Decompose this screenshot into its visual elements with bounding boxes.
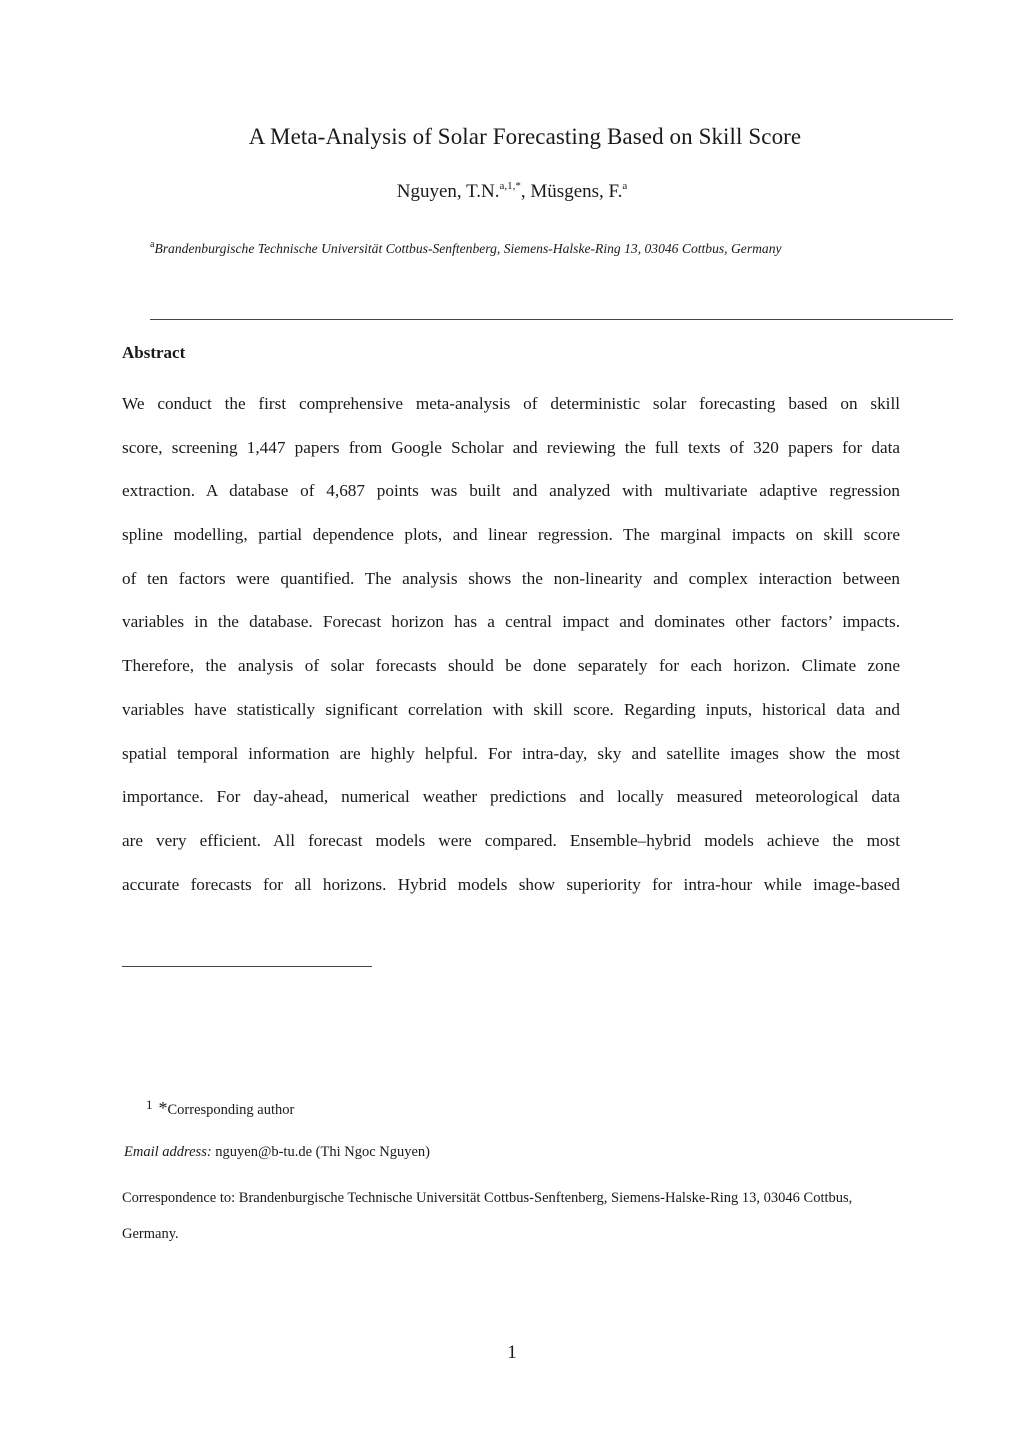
author-1-name: Nguyen, T.N. bbox=[396, 181, 500, 202]
abstract-line: variables have statistically significant correlation with skill score. Regarding inputs, historical data and bbox=[122, 699, 900, 719]
abstract-line: are very efficient. All forecast models were compared. Ensemble–hybrid models achieve the most bbox=[122, 830, 900, 850]
abstract-line: of ten factors were quantified. The analysis shows the non-linearity and complex interaction between bbox=[122, 568, 900, 588]
abstract-line: accurate forecasts for all horizons. Hybrid models show superiority for intra-hour while image-based bbox=[122, 874, 900, 894]
abstract-line: extraction. A database of 4,687 points was built and analyzed with multivariate adaptive regression bbox=[122, 481, 900, 501]
abstract-line: Therefore, the analysis of solar forecasts should be done separately for each horizon. Climate zone bbox=[122, 656, 900, 676]
page-number: 1 bbox=[507, 1342, 517, 1363]
footnote-number: 1 bbox=[146, 1097, 153, 1112]
abstract-line: spatial temporal information are highly helpful. For intra-day, sky and satellite images show the most bbox=[122, 743, 900, 763]
footnote-corresponding-author bbox=[146, 1097, 294, 1119]
email-line bbox=[124, 1144, 430, 1161]
abstract-line: importance. For day-ahead, numerical weather predictions and locally measured meteorological data bbox=[122, 787, 900, 807]
email-label: Email address: bbox=[124, 1144, 212, 1160]
paper-title: A Meta-Analysis of Solar Forecasting Based on Skill Score bbox=[248, 124, 802, 149]
abstract-line: We conduct the first comprehensive meta-analysis of deterministic solar forecasting based on skill bbox=[122, 394, 900, 413]
email-value: nguyen@b-tu.de (Thi Ngoc Nguyen) bbox=[211, 1144, 430, 1160]
author-2-affiliation-mark: a bbox=[622, 180, 628, 192]
header-divider bbox=[150, 319, 953, 320]
footnote-star: * bbox=[158, 1098, 168, 1118]
correspondence-address: Correspondence to: Brandenburgische Technische Universität Cottbus-Senftenberg, Siemens-Halske-Ring 13, 03046 Cottbus, Germany. bbox=[122, 1190, 853, 1242]
author-separator: , bbox=[520, 181, 531, 202]
abstract-line: variables in the database. Forecast horizon has a central impact and dominates other factors’ impacts. bbox=[122, 612, 900, 632]
footnote-text: Corresponding author bbox=[167, 1102, 295, 1118]
author-line bbox=[0, 181, 1024, 203]
abstract-line: spline modelling, partial dependence plots, and linear regression. The marginal impacts on skill score bbox=[122, 525, 900, 545]
affiliation-text: Brandenburgische Technische Universität Cottbus-Senftenberg, Siemens-Halske-Ring 13, 03046 Cottbus, Germany bbox=[154, 241, 782, 256]
abstract-heading: Abstract bbox=[122, 343, 186, 362]
author-1-affiliation-mark: a,1,* bbox=[499, 180, 521, 192]
affiliation-mark: a bbox=[150, 239, 155, 250]
author-2-name: Müsgens, F. bbox=[530, 181, 623, 202]
affiliation bbox=[150, 241, 910, 257]
footnote-divider bbox=[122, 966, 372, 967]
abstract-body bbox=[122, 382, 900, 906]
abstract-line: score, screening 1,447 papers from Google Scholar and reviewing the full texts of 320 papers for data bbox=[122, 437, 900, 457]
